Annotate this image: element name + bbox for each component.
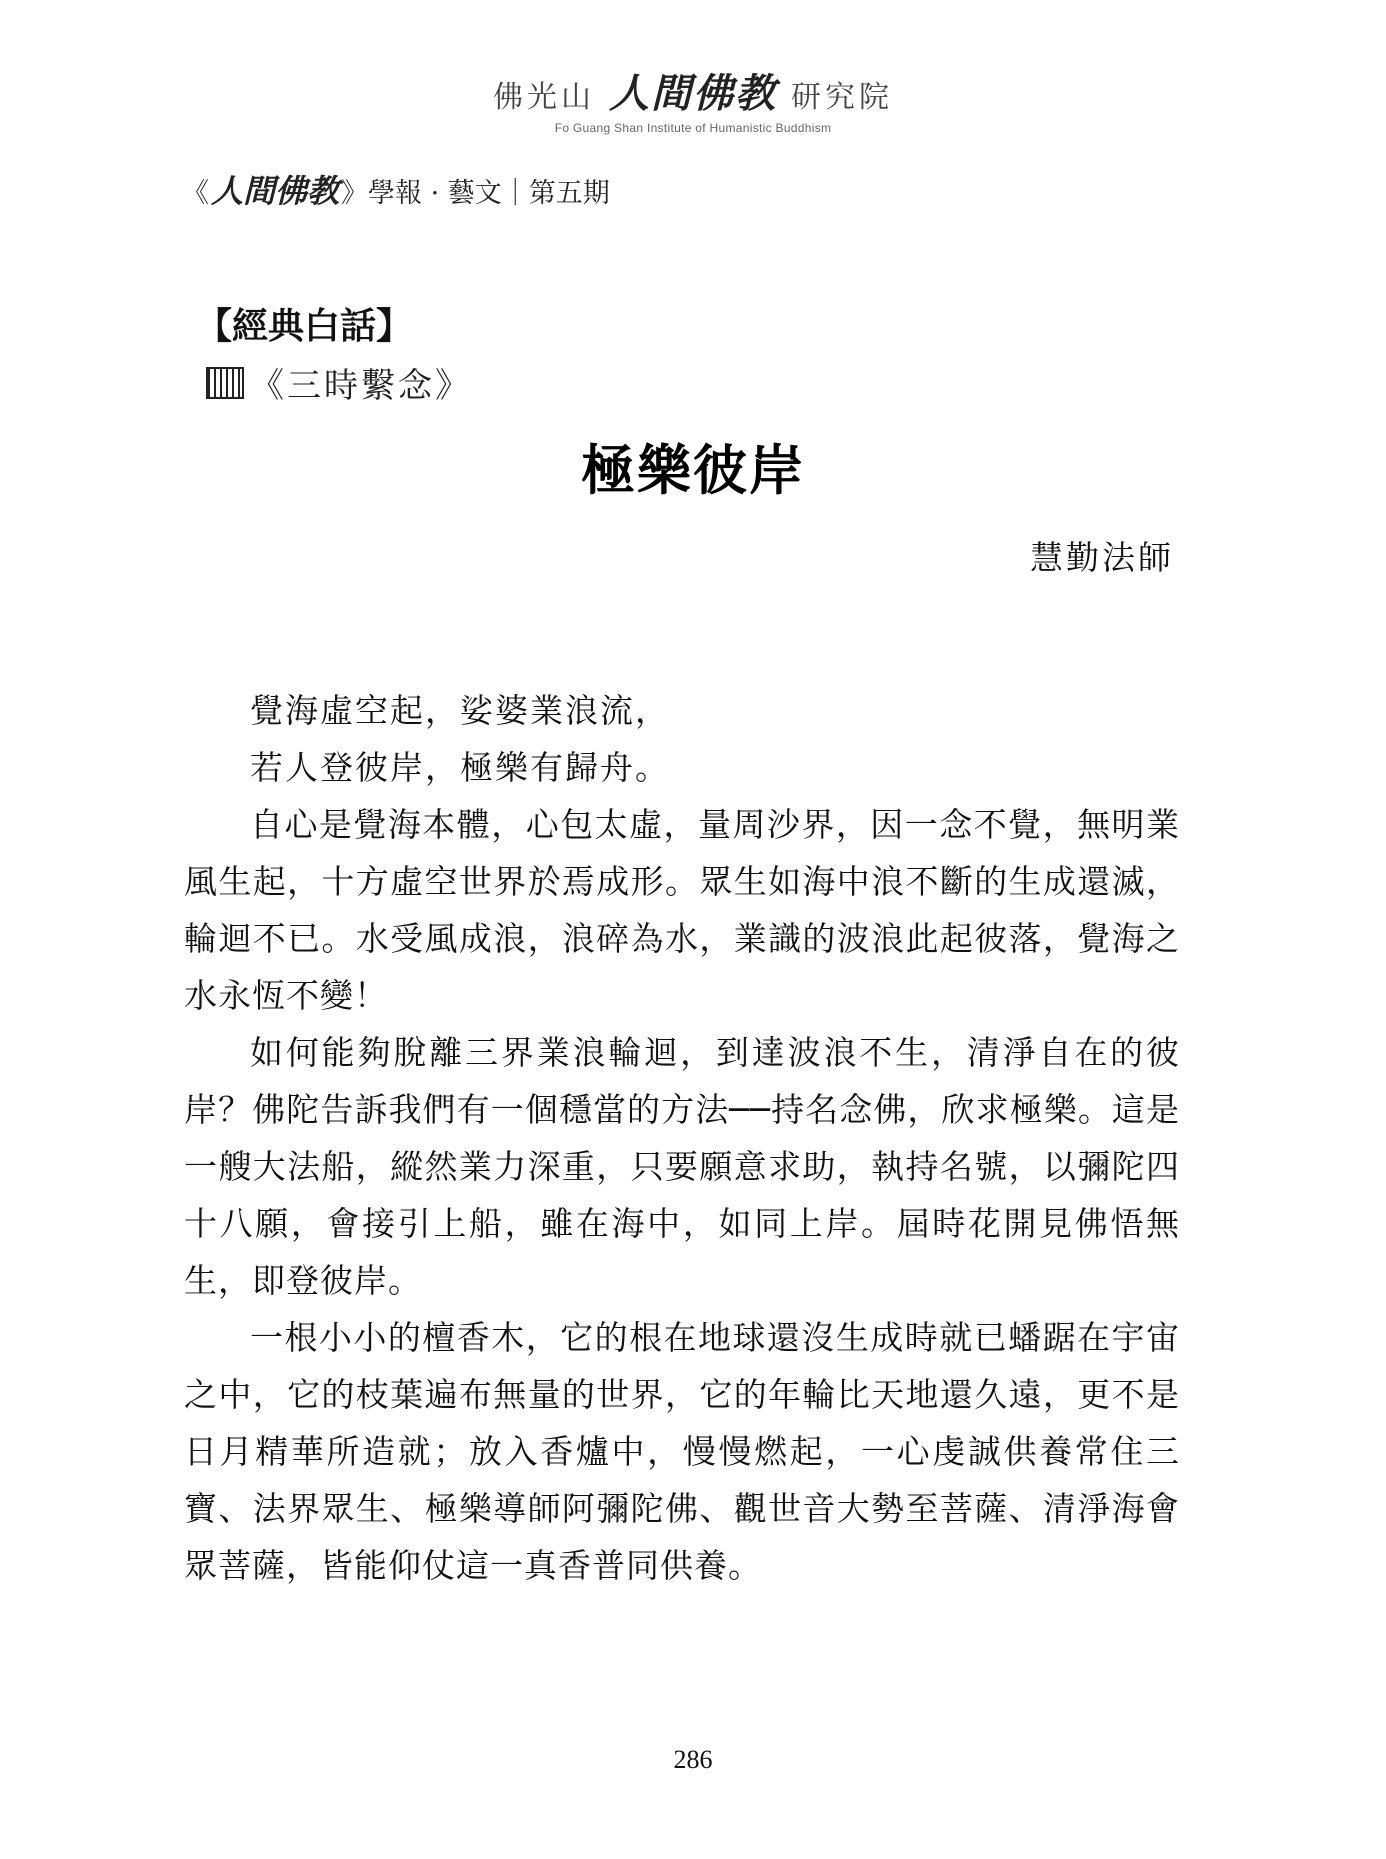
series-title: 《三時繫念》 [250, 366, 472, 406]
institute-brand: 人間佛教 [609, 70, 777, 117]
article-title: 極樂彼岸 [581, 438, 805, 502]
journal-close-bracket: 》 [341, 178, 369, 209]
author-name: 慧勤法師 [1030, 538, 1174, 577]
journal-open-bracket: 《 [182, 178, 209, 209]
body-paragraph: 自心是覺海本體，心包太虛，量周沙界，因一念不覺，無明業風生起，十方虛空世界於焉成形。眾生如海中浪不斷的生成還滅，輪迴不已。水受風成浪，浪碎為水，業識的波浪此起彼落，覺海之水永恆不變！ [184, 805, 1180, 1015]
body-paragraph: 如何能夠脫離三界業浪輪迴，到達波浪不生，清淨自在的彼岸？佛陀告訴我們有一個穩當的方法──持名念佛，欣求極樂。這是一艘大法船，縱然業力深重，只要願意求助，執持名號，以彌陀四十八願，會接引上船，雖在海中，如同上岸。屆時花開見佛悟無生，即登彼岸。 [184, 1033, 1180, 1300]
article-body [184, 682, 1180, 1594]
institute-logo [493, 62, 893, 119]
series-line [206, 358, 472, 407]
institute-english-name: Fo Guang Shan Institute of Humanistic Buddhism [554, 121, 832, 135]
body-paragraph: 一根小小的檀香木，它的根在地球還沒生成時就已蟠踞在宇宙之中，它的枝葉遍布無量的世界，它的年輪比天地還久遠，更不是日月精華所造就；放入香爐中，慢慢燃起，一心虔誠供養常住三寶、法界眾生、極樂導師阿彌陀佛、觀世音大勢至菩薩、清淨海會眾菩薩，皆能仰仗這一真香普同供養。 [184, 1318, 1180, 1585]
journal-brand: 人間佛教 [211, 172, 340, 210]
verse-line: 若人登彼岸，極樂有歸舟。 [250, 748, 670, 787]
journal-issue: 學報 · 藝文｜第五期 [368, 178, 610, 209]
section-label: 【經典白話】 [196, 305, 413, 347]
page-number: 286 [673, 1745, 713, 1774]
journal-running-head [182, 166, 610, 212]
institute-header [0, 62, 1386, 135]
institute-prefix: 佛光山 [493, 80, 595, 115]
verse-line: 覺海虛空起，娑婆業浪流， [250, 691, 670, 730]
institute-suffix: 研究院 [791, 80, 893, 115]
book-icon [206, 367, 244, 399]
